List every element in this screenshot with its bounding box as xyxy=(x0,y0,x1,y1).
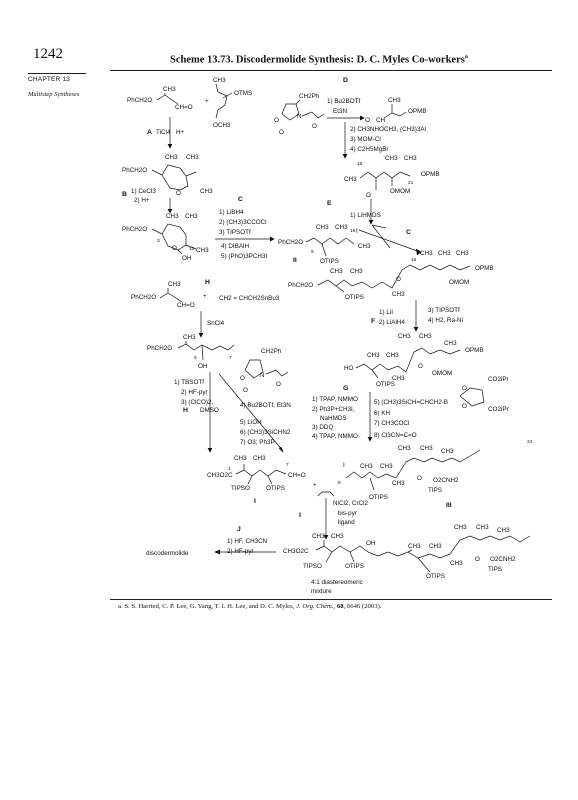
frag-ch3: CH3 xyxy=(316,224,329,231)
frag-otips: OTIPS xyxy=(320,258,339,265)
frag-ch3: CH3 xyxy=(344,176,357,183)
label-B: B xyxy=(122,191,127,198)
frag-co2ipr: CO2iPr xyxy=(488,376,509,383)
reagent-C5: 5) (PhO)3PCH3I xyxy=(221,253,268,260)
label-E: E xyxy=(327,200,332,207)
frag-o2cnh2: O2CNH2 xyxy=(490,556,516,563)
label-F: F xyxy=(371,318,376,325)
ring-n: N xyxy=(260,372,265,379)
reagent-J2: 2) HF-pyr xyxy=(227,548,254,555)
label-A: A xyxy=(147,129,152,136)
frag-ho: HO xyxy=(344,365,354,372)
evans-oxazolidinone xyxy=(274,93,324,136)
frag-omom: OMOM xyxy=(390,188,411,195)
frag-ch3: CH3 xyxy=(441,448,454,455)
ring-oxygen: O xyxy=(274,117,279,124)
reagent-G2b: NaHMDS xyxy=(320,415,347,422)
frag-oh: OH xyxy=(182,255,192,262)
frag-ch3: CH3 xyxy=(196,247,209,254)
frag-ch3: CH3 xyxy=(367,352,380,359)
num-1: 1 xyxy=(228,467,231,472)
reagent-G4: 4) TPAP, NMMO xyxy=(312,433,358,440)
title-footnote-marker: a xyxy=(464,54,468,60)
frag-ch3: CH3 xyxy=(385,155,398,162)
reagent-I2: bis-pyr xyxy=(338,510,357,517)
frag-ch3: CH3 xyxy=(429,543,442,550)
frag-ch3: CH3 xyxy=(392,375,405,382)
reagent-D1b: Et3N xyxy=(333,108,347,115)
frag-ch3: CH3 xyxy=(163,86,176,93)
frag-otips: OTIPS xyxy=(376,381,395,388)
frag-tips: TIPS xyxy=(428,487,442,494)
frag-tips: TIPS xyxy=(488,566,502,573)
carbonyl-o: O xyxy=(276,381,281,388)
label-G: G xyxy=(343,385,349,392)
compound-III: III xyxy=(446,502,452,509)
frag-phch2o: PhCH2O xyxy=(288,282,314,289)
ring-oxygen: O xyxy=(462,385,467,392)
frag-ch3: CH3 xyxy=(253,455,266,462)
reagent-F4: 4) H2, Ra-Ni xyxy=(428,317,463,324)
reagent-H7: 7) O3; Ph3P xyxy=(240,439,275,446)
reagent-G1: 1) TPAP, NMMO xyxy=(312,396,358,403)
reagent-G6: 6) KH xyxy=(374,410,391,417)
frag-otips: OTIPS xyxy=(426,573,445,580)
footnote-pages: , 6646 (2003). xyxy=(343,603,382,610)
reagent-I1: NiCl2, CrCl2 xyxy=(333,500,368,507)
aldehyde-opmb xyxy=(365,97,427,124)
diene-III xyxy=(338,439,533,509)
frag-ch3: CH3 xyxy=(398,445,411,452)
frag-ch3: CH3 xyxy=(450,560,463,567)
reagent-G3: 3) DDQ xyxy=(312,424,334,431)
chapter-subtitle: Multistep Syntheses xyxy=(28,91,80,98)
carbonyl-o: O xyxy=(365,117,370,124)
reagent-H2: 2) HF-pyr xyxy=(181,389,208,396)
frag-otips: OTIPS xyxy=(369,494,388,501)
frag-ch3: CH3 xyxy=(419,333,432,340)
boronate-tartrate xyxy=(460,376,509,413)
frag-ch3: CH3 xyxy=(438,250,451,257)
num-16b: 16 xyxy=(411,258,417,263)
reagent-H5: 5) LiOH xyxy=(240,419,262,426)
frag-opmb: OPMB xyxy=(408,108,427,115)
num-7b: 7 xyxy=(286,463,289,468)
num-16: 16 xyxy=(357,162,363,167)
ring-oxygen: O xyxy=(418,363,423,370)
frag-omom: OMOM xyxy=(432,370,453,377)
reagent-H-top: SnCl4 xyxy=(207,320,225,327)
frag-ch3: CH3 xyxy=(380,463,393,470)
num-21: 21 xyxy=(408,181,414,186)
frag-ch3: CH3 xyxy=(392,291,405,298)
ring-oxygen: O xyxy=(176,190,181,197)
frag-tipso: TIPSO xyxy=(303,563,322,570)
frag-ch3: CH3 xyxy=(408,543,421,550)
starting-aldehyde xyxy=(127,86,193,111)
frag-oh: OH xyxy=(366,540,376,547)
frag-ch3: CH3 xyxy=(497,527,510,534)
reagent-G8: 8) Cl3CN=C=O xyxy=(374,432,417,439)
reagent-G5: 5) (CH3)3SiCH=CHCH2-B xyxy=(374,399,449,406)
frag-ch3: CH3 xyxy=(392,480,405,487)
label-H2: H xyxy=(183,407,188,414)
frag-otms: OTMS xyxy=(234,90,253,97)
footnote: a. S. S. Harried, C. P. Lee, G. Yang, T. I. H. Lee, and D. C. Myles, J. Org. Chem., 68, 6646 (2003). xyxy=(118,603,382,610)
frag-opmb: OPMB xyxy=(475,265,494,272)
ring-n: N xyxy=(297,113,302,120)
plus-sign: + xyxy=(313,482,317,489)
footnote-marker: a. xyxy=(118,603,123,610)
frag-otips: OTIPS xyxy=(345,294,364,301)
frag-ch3: CH3 xyxy=(358,243,371,250)
frag-opmb: OPMB xyxy=(421,171,440,178)
ring-oxygen: O xyxy=(475,556,480,563)
danishefsky-diene xyxy=(213,77,252,129)
frag-ch3: CH3 xyxy=(360,463,373,470)
frag-ch2ph: CH2Ph xyxy=(261,348,282,355)
ring-oxygen: O xyxy=(417,475,422,482)
reagent-C1: 1) LiBH4 xyxy=(219,209,244,216)
num-24: 24 xyxy=(527,440,533,445)
label-I-step: I xyxy=(299,512,301,519)
aldehyde-I xyxy=(207,455,306,505)
num-8: 8 xyxy=(338,481,341,486)
reagent-H6: 6) (CH3)3SiCHN2 xyxy=(240,429,291,436)
mixture-line2: mixture xyxy=(311,588,332,595)
reagent-F1: 1) LiI xyxy=(379,309,393,316)
label-D: D xyxy=(343,77,348,84)
footnote-rule xyxy=(110,599,552,600)
frag-co2ipr: CO2iPr xyxy=(488,406,509,413)
lactol xyxy=(122,213,209,262)
carbonyl-o: O xyxy=(366,192,371,199)
frag-ch3: CH3 xyxy=(165,154,178,161)
reagent-J1: 1) HF, CH3CN xyxy=(227,538,268,545)
vinyl-iodide-II xyxy=(278,224,371,265)
footnote-volume: 68 xyxy=(336,603,344,610)
carbonyl-o: O xyxy=(312,123,317,130)
reagent-A1: TiCl4 xyxy=(156,129,171,136)
frag-o2cnh2: O2CNH2 xyxy=(433,477,459,484)
coupled-product xyxy=(283,524,530,580)
frag-phch2o: PhCH2O xyxy=(147,345,173,352)
frag-ch3: CH3 xyxy=(166,213,179,220)
num-5: 5 xyxy=(194,356,197,361)
frag-ch3: CH3 xyxy=(186,154,199,161)
reagent-B2: 2) H+ xyxy=(134,197,150,204)
scheme-title-text: Scheme 13.73. Discodermolide Synthesis: D. C. Myles Co-workers xyxy=(170,54,465,66)
num-9: 9 xyxy=(311,250,314,255)
frag-ch3: CH3 xyxy=(335,224,348,231)
plus-sign: + xyxy=(203,293,207,300)
reagent-A2: H+ xyxy=(176,129,185,136)
frag-oh: OH xyxy=(198,363,208,370)
reagent-C4: 4) DIBAlH xyxy=(221,243,249,250)
frag-ch3: CH3 xyxy=(420,445,433,452)
frag-phch2o: PhCH2O xyxy=(127,97,153,104)
footnote-journal: J. Org. Chem. xyxy=(296,603,334,610)
frag-ch3: CH3 xyxy=(386,352,399,359)
num-3: 3 xyxy=(157,239,160,244)
reagent-E1: 1) LiHMDS xyxy=(350,212,381,219)
frag-tipso: TIPSO xyxy=(231,485,250,492)
frag-cho: CH=O xyxy=(288,472,306,479)
carbonyl-o: O xyxy=(279,129,284,136)
ring-oxygen: O xyxy=(172,245,177,252)
frag-ch3: CH3 xyxy=(350,268,363,275)
compound-I: I xyxy=(254,498,256,505)
frag-ch3: CH3 xyxy=(183,334,196,341)
label-C1: C xyxy=(238,196,243,203)
frag-phch2o: PhCH2O xyxy=(122,167,148,174)
reagent-G7: 7) CH3COCl xyxy=(374,420,410,427)
frag-ch3: CH3 xyxy=(330,268,343,275)
frag-ch3: CH3 xyxy=(168,281,181,288)
iodide: I xyxy=(356,228,358,235)
reagent-F3: 3) TIPSOTf xyxy=(428,307,460,314)
aldehyde-2 xyxy=(131,281,195,309)
frag-otips: OTIPS xyxy=(266,485,285,492)
frag-phch2o: PhCH2O xyxy=(131,294,157,301)
frag-ch2ph: CH2Ph xyxy=(299,93,320,100)
ring-oxygen: O xyxy=(240,375,245,382)
evans-propionimide xyxy=(240,348,288,394)
reagent-C3: 3) TIPSOTf xyxy=(219,229,251,236)
homoallylic-alcohol xyxy=(147,334,234,370)
footnote-text: S. S. Harried, C. P. Lee, G. Yang, T. I. H. Lee, and D. C. Myles, xyxy=(124,603,295,610)
carbonyl-o: O xyxy=(243,387,248,394)
reagent-I3: ligand xyxy=(338,519,355,526)
ethyl-ketone xyxy=(344,155,440,199)
reagent-D2: 2) CH3NHOCH3, (CH3)3Al xyxy=(350,126,426,133)
reagent-H1: 1) TBSOTf xyxy=(174,379,204,386)
mixture-line1: 4:1 diastereomeric xyxy=(311,579,363,586)
frag-och3: OCH3 xyxy=(213,122,231,129)
reagent-D1: 1) Bu2BOTf xyxy=(327,98,361,105)
allylstannane: CH2 = CHCH2SnBu3 xyxy=(219,295,280,302)
plus-sign: + xyxy=(205,98,209,105)
chapter-label: CHAPTER 13 xyxy=(28,76,71,83)
reagent-C2: 2) (CH3)3CCOCl xyxy=(219,219,267,226)
iodide: I xyxy=(343,462,345,469)
frag-ch3: CH3 xyxy=(404,155,417,162)
frag-opmb: OPMB xyxy=(465,347,484,354)
reagent-H4: 4) Bu2BOTf, Et3N xyxy=(240,402,291,409)
label-J: J xyxy=(237,526,241,533)
frag-ch3o2c: CH3O2C xyxy=(207,472,233,479)
compound-II: II xyxy=(293,257,297,264)
coupled-ketone xyxy=(288,250,494,301)
ring-oxygen: O xyxy=(462,403,467,410)
page-number: 1242 xyxy=(33,46,63,62)
reagent-B1: 1) CeCl3 xyxy=(131,188,156,195)
frag-omom: OMOM xyxy=(449,279,470,286)
num-7: 7 xyxy=(229,356,232,361)
frag-ch3: CH3 xyxy=(398,333,411,340)
reagent-G2: 2) Ph3P+CH3I, xyxy=(312,406,355,413)
label-C2: C xyxy=(406,229,411,236)
frag-ch3: CH3 xyxy=(312,533,325,540)
carbonyl-o: O xyxy=(396,276,401,283)
frag-ch3: CH3 xyxy=(200,188,213,195)
num-12: 12 xyxy=(189,247,195,252)
frag-ch3: CH3 xyxy=(454,524,467,531)
alcohol-after-F xyxy=(344,333,484,388)
frag-ch3: CH3 xyxy=(420,250,433,257)
frag-ch3: CH3 xyxy=(444,340,457,347)
reagent-D4: 4) C2H5MgBr xyxy=(350,146,389,153)
reagent-F2: 2) LiAlH4 xyxy=(379,319,405,326)
frag-ch3: CH3 xyxy=(476,524,489,531)
frag-ch3: CH3 xyxy=(456,250,469,257)
frag-cho: CH=O xyxy=(175,104,193,111)
frag-ch: CH xyxy=(376,117,386,124)
frag-ch3: CH3 xyxy=(213,77,226,84)
label-H1: H xyxy=(205,279,210,286)
step-I-bracket xyxy=(318,492,334,496)
reagent-D3: 3) MOM-Cl xyxy=(350,136,381,143)
product-discodermolide: discodermolide xyxy=(146,550,189,557)
frag-phch2o: PhCH2O xyxy=(122,226,148,233)
reagent-H3b: DMSO xyxy=(200,407,219,414)
frag-ch3: CH3 xyxy=(185,213,198,220)
frag-cho: CH=O xyxy=(177,302,195,309)
frag-ch3: CH3 xyxy=(331,533,344,540)
frag-ch3o2c: CH3O2C xyxy=(283,548,309,555)
frag-ch3: CH3 xyxy=(388,97,401,104)
frag-phch2o: PhCH2O xyxy=(278,239,304,246)
reagent-H3: 3) (ClCO)2, xyxy=(181,399,214,406)
frag-ch3: CH3 xyxy=(234,455,247,462)
frag-otips: OTIPS xyxy=(345,563,364,570)
num-15: 15 xyxy=(350,229,356,234)
